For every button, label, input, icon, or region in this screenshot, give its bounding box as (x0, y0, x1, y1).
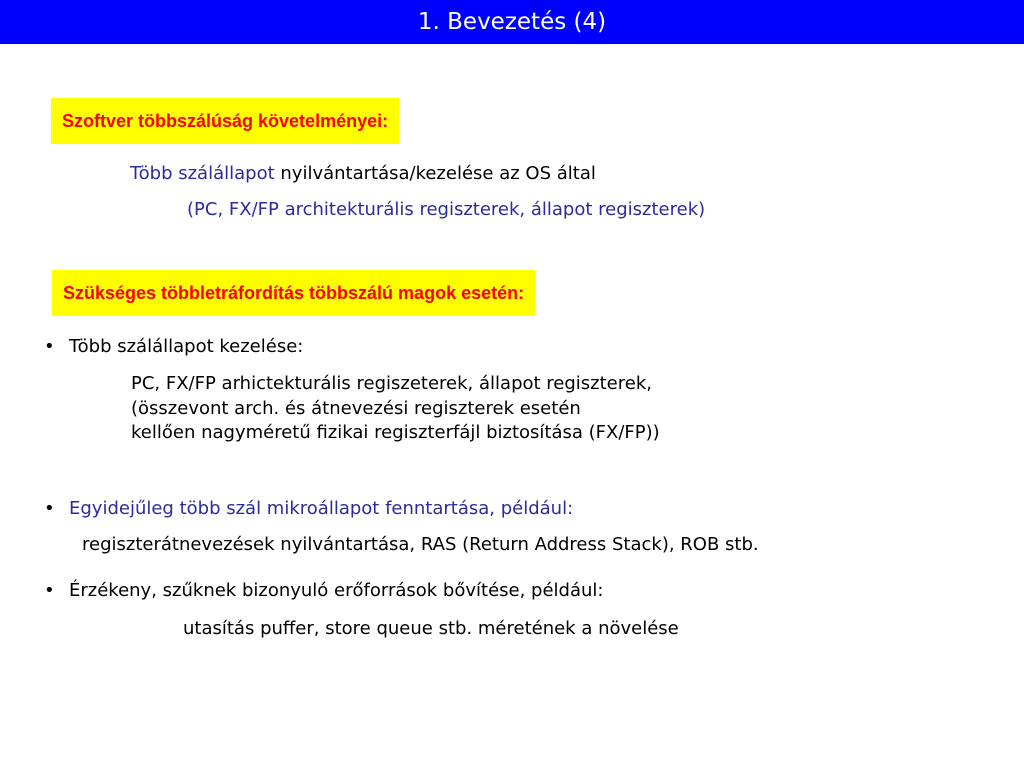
bullet-3-text: Érzékeny, szűknek bizonyuló erőforrások bővítése, például: (69, 580, 604, 601)
overhead-heading (52, 270, 535, 316)
bullet-1-text: Több szálállapot kezelése: (69, 336, 304, 357)
bullet-2-sub-1: regiszterátnevezések nyilvántartása, RAS (Return Address Stack), ROB stb. (82, 534, 759, 555)
requirements-heading-text: Szoftver többszálúság követelményei: (62, 110, 389, 131)
bullet-1-sub-2: (összevont arch. és átnevezési regiszterek esetén (131, 398, 581, 419)
thread-state-rest: nyilvántartása/kezelése az OS által (274, 163, 596, 184)
bullet-2-text: Egyidejűleg több szál mikroállapot fenntartása, például: (69, 498, 574, 519)
requirements-heading (51, 98, 399, 144)
bullet-1-sub-1: PC, FX/FP arhictekturális regiszeterek, állapot regiszterek, (131, 373, 652, 394)
bullet-3-sub-1: utasítás puffer, store queue stb. méretének a növelése (183, 618, 679, 639)
bullet-1-sub-3: kellően nagyméretű fizikai regiszterfájl biztosítása (FX/FP)) (131, 422, 660, 443)
overhead-heading-text: Szükséges többletráfordítás többszálú magok esetén: (63, 282, 525, 303)
thread-state-highlight: Több szálállapot (130, 163, 275, 184)
bullet-2-marker: • (44, 498, 55, 519)
registers-note: (PC, FX/FP architekturális regiszterek, állapot regiszterek) (187, 199, 706, 220)
thread-state-line (130, 162, 596, 186)
slide-title: 1. Bevezetés (4) (0, 0, 1024, 44)
bullet-1-marker: • (44, 336, 55, 357)
bullet-3-marker: • (44, 580, 55, 601)
